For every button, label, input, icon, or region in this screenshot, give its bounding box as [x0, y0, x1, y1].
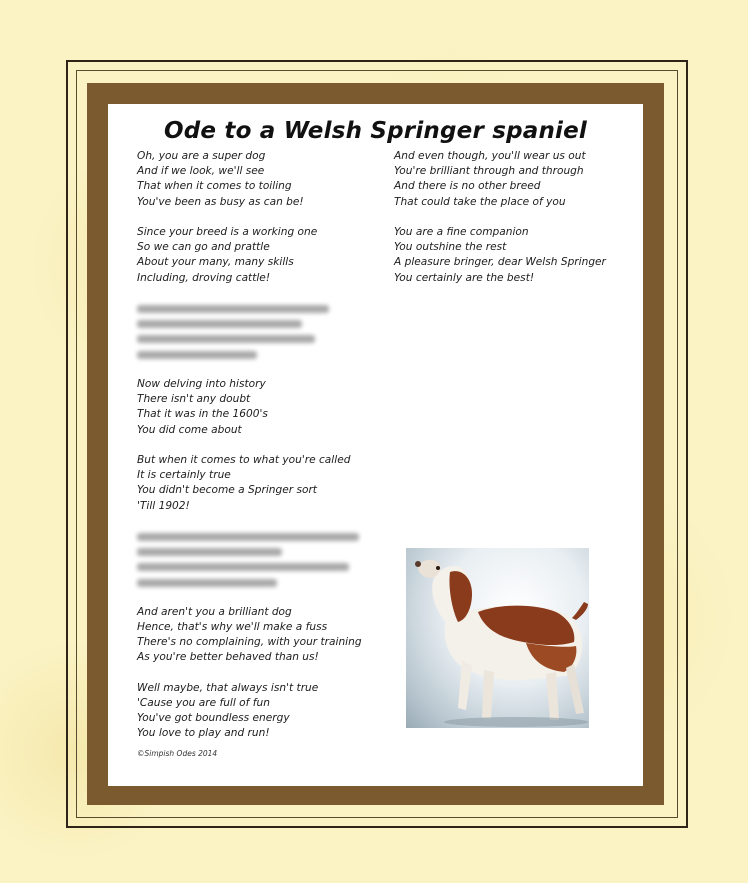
poem-line: About your many, many skills	[137, 256, 294, 269]
blurred-line	[137, 559, 387, 574]
poem-line: You love to play and run!	[137, 727, 270, 740]
poem-line: And if we look, we'll see	[137, 165, 265, 178]
poem-line: 'Till 1902!	[137, 499, 190, 512]
right-column	[394, 149, 634, 301]
stanza-1	[137, 149, 387, 210]
poem-line: A pleasure bringer, dear Welsh Springer	[394, 256, 606, 269]
poem-line: But when it comes to what you're called	[137, 453, 351, 466]
poem-line: That could take the place of you	[394, 195, 566, 208]
poem-line: You didn't become a Springer sort	[137, 484, 317, 497]
stanza-10	[394, 225, 634, 286]
blurred-line	[137, 575, 387, 590]
blurred-line	[137, 316, 387, 331]
poem-line: And aren't you a brilliant dog	[137, 605, 292, 618]
poem-line: Oh, you are a super dog	[137, 150, 266, 162]
left-column	[137, 149, 387, 760]
poem-line: As you're better behaved than us!	[137, 651, 319, 664]
blurred-line	[137, 544, 387, 559]
poem-line: Well maybe, that always isn't true	[137, 681, 319, 694]
poem-line: Now delving into history	[137, 377, 266, 390]
stanza-2	[137, 225, 387, 286]
poem-line: You certainly are the best!	[394, 271, 535, 284]
poem-line: You outshine the rest	[394, 241, 507, 254]
poem-line: You did come about	[137, 423, 242, 436]
poem-line: So we can go and prattle	[137, 241, 270, 254]
stanza-9	[394, 149, 634, 210]
poem-title: Ode to a Welsh Springer spaniel	[163, 118, 588, 144]
stanza-7	[137, 605, 387, 666]
poem-line: Hence, that's why we'll make a fuss	[137, 621, 328, 634]
stanza-5	[137, 453, 387, 514]
poem-line: You're brilliant through and through	[394, 165, 584, 178]
blurred-line	[137, 347, 387, 362]
poem-line: That when it comes to toiling	[137, 180, 292, 193]
copyright-notice: ©Simpish Odes 2014	[137, 748, 218, 758]
poem-page	[108, 104, 643, 786]
poem-line: It is certainly true	[137, 469, 231, 482]
poem-line: There's no complaining, with your training	[137, 636, 362, 649]
stanza-4	[137, 377, 387, 438]
dog-photo	[406, 548, 589, 728]
blurred-stanza-6	[137, 529, 387, 590]
poem-line: You are a fine companion	[394, 226, 529, 238]
poem-line: And there is no other breed	[394, 180, 541, 193]
poem-line: You've got boundless energy	[137, 712, 290, 725]
blurred-line	[137, 331, 387, 346]
poem-line: You've been as busy as can be!	[137, 195, 304, 208]
blurred-stanza-3	[137, 301, 387, 362]
poem-line: And even though, you'll wear us out	[394, 150, 586, 162]
poem-line: 'Cause you are full of fun	[137, 697, 270, 710]
blurred-line	[137, 529, 387, 544]
stanza-8	[137, 681, 387, 742]
blurred-line	[137, 301, 387, 316]
poem-line: There isn't any doubt	[137, 393, 251, 406]
welsh-springer-spaniel-illustration	[406, 548, 589, 728]
poem-line: That it was in the 1600's	[137, 408, 268, 421]
poem-line: Since your breed is a working one	[137, 226, 318, 238]
poem-line: Including, droving cattle!	[137, 271, 271, 284]
